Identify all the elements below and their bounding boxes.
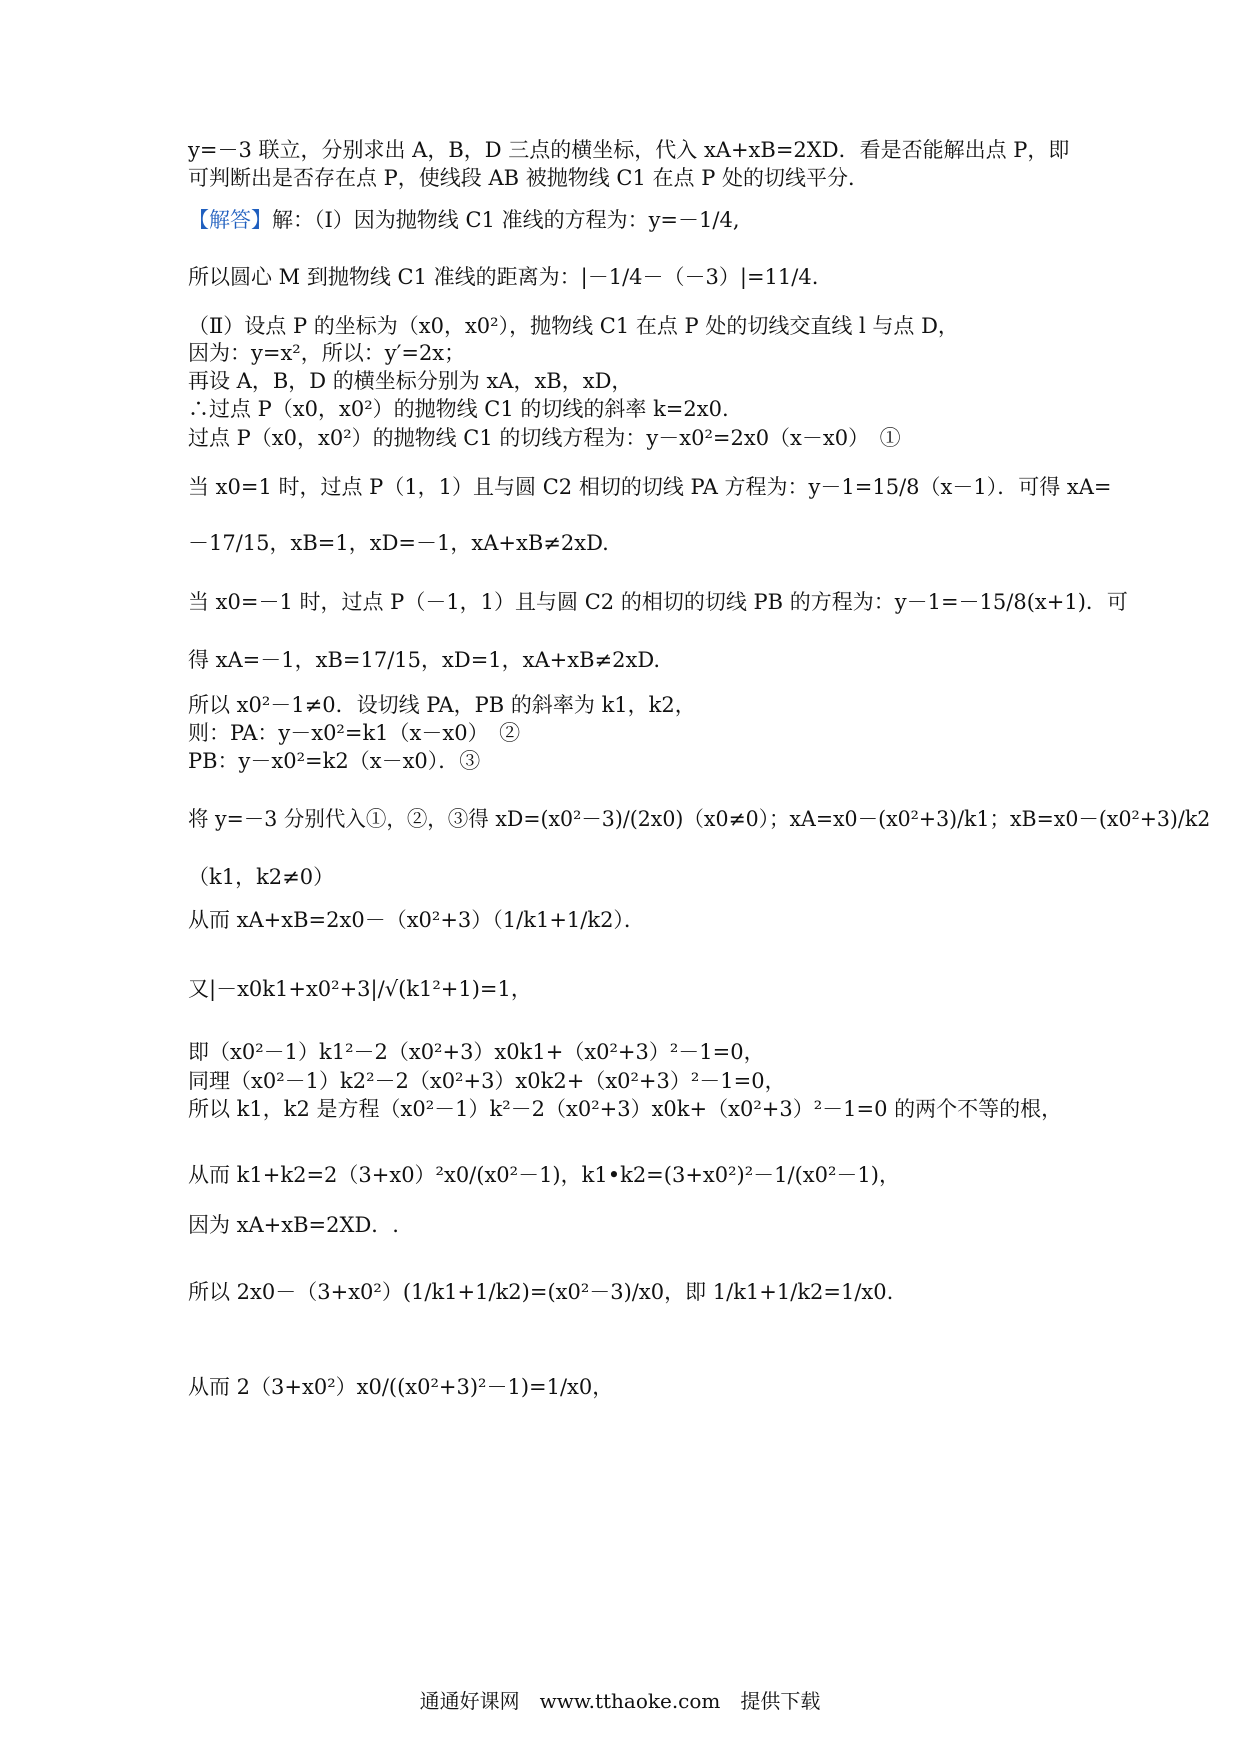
- text-line-1: y=－3 联立，分别求出 A，B，D 三点的横坐标，代入 xA+xB=2XD．看是否能解出点 P，即: [188, 138, 1070, 162]
- text-line-24: 从而 k1+k2=2（3+x0）²x0/(x0²－1)，k1•k2=(3+x0²)²－1/(x0²－1)，: [188, 1163, 900, 1187]
- text-line-26: 所以 2x0－（3+x0²）(1/k1+1/k2)=(x0²－3)/x0，即 1/k1+1/k2=1/x0.: [188, 1280, 894, 1304]
- text-line-15: 则：PA：y－x0²=k1（x－x0） ②: [188, 721, 521, 745]
- text-line-2: 可判断出是否存在点 P，使线段 AB 被抛物线 C1 在点 P 处的切线平分．: [188, 166, 870, 190]
- text-line-19: 从而 xA+xB=2x0－（x0²+3）（1/k1+1/k2）．: [188, 908, 645, 932]
- text-line-27: 从而 2（3+x0²）x0/((x0²+3)²－1)=1/x0，: [188, 1375, 614, 1399]
- footer-credit: 通通好课网 www.tthaoke.com 提供下载: [419, 1689, 821, 1713]
- text-line-13: 得 xA=－1，xB=17/15，xD=1，xA+xB≠2xD.: [188, 648, 661, 672]
- solution-line: [188, 205, 740, 235]
- text-line-5: （Ⅱ）设点 P 的坐标为（x0，x0²），抛物线 C1 在点 P 处的切线交直线 l 与点 D，: [188, 314, 959, 338]
- text-line-6: 因为：y=x²，所以：y′=2x；: [188, 341, 466, 365]
- text-line-22: 同理（x0²－1）k2²－2（x0²+3）x0k2+（x0²+3）²－1=0，: [188, 1069, 786, 1093]
- text-line-21: 即（x0²－1）k1²－2（x0²+3）x0k1+（x0²+3）²－1=0，: [188, 1040, 765, 1064]
- text-line-3: 解：（Ⅰ）因为抛物线 C1 准线的方程为：y=－1/4,: [272, 208, 740, 232]
- text-line-11: －17/15，xB=1，xD=－1，xA+xB≠2xD.: [188, 531, 609, 555]
- text-line-16: PB：y－x0²=k2（x－x0）．③: [188, 749, 481, 773]
- text-line-10: 当 x0=1 时，过点 P（1，1）且与圆 C2 相切的切线 PA 方程为：y－1=15/8（x－1）．可得 xA=: [188, 475, 1112, 499]
- text-line-7: 再设 A，B，D 的横坐标分别为 xA，xB，xD，: [188, 369, 633, 393]
- text-line-25: 因为 xA+xB=2XD．.: [188, 1213, 399, 1237]
- text-line-14: 所以 x0²－1≠0．设切线 PA，PB 的斜率为 k1，k2，: [188, 693, 696, 717]
- text-line-12: 当 x0=－1 时，过点 P（－1，1）且与圆 C2 的相切的切线 PB 的方程为：y－1=－15/8(x+1)．可: [188, 590, 1128, 614]
- text-line-23: 所以 k1，k2 是方程（x0²－1）k²－2（x0²+3）x0k+（x0²+3）²－1=0 的两个不等的根，: [188, 1097, 1063, 1121]
- text-line-18: （k1，k2≠0）: [188, 865, 335, 889]
- text-line-9: 过点 P（x0，x0²）的抛物线 C1 的切线方程为：y－x0²=2x0（x－x0） ①: [188, 426, 901, 450]
- text-line-20: 又|－x0k1+x0²+3|/√(k1²+1)=1，: [188, 977, 532, 1001]
- text-line-17: 将 y=－3 分别代入①，②，③得 xD=(x0²－3)/(2x0)（x0≠0）；xA=x0－(x0²+3)/k1；xB=x0－(x0²+3)/k2: [188, 807, 1211, 831]
- text-line-8: ∴过点 P（x0，x0²）的抛物线 C1 的切线的斜率 k=2x0.: [188, 397, 729, 421]
- solution-tag: 【解答】: [188, 208, 272, 232]
- text-line-4: 所以圆心 M 到抛物线 C1 准线的距离为：|－1/4－（－3）|=11/4.: [188, 265, 819, 289]
